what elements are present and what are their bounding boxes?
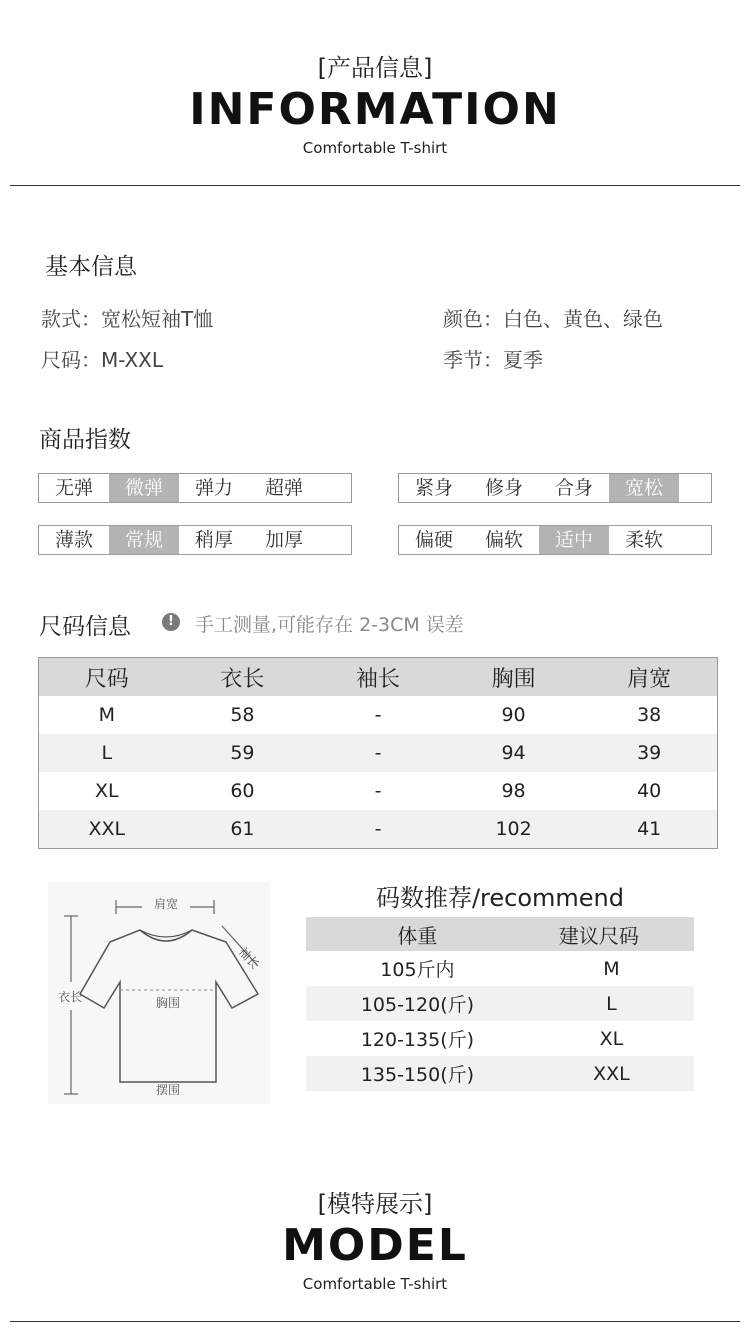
table-header-row (306, 917, 694, 951)
model-subtitle: [模特展示] (317, 1190, 433, 1218)
size-table (38, 657, 718, 849)
tshirt-diagram (48, 882, 270, 1104)
thickness-group (38, 525, 352, 555)
style-info: 款式：宽松短袖T恤 (41, 307, 214, 331)
column-header: 胸围 (446, 658, 582, 697)
table-cell: - (374, 704, 382, 726)
sleeve-label: 袖长 (235, 944, 263, 972)
column-header: 肩宽 (581, 658, 717, 697)
model-title: MODEL (282, 1220, 468, 1271)
divider (10, 185, 740, 186)
elasticity-group (38, 473, 352, 503)
table-cell: 59 (175, 734, 311, 772)
table-cell: 60 (230, 780, 255, 802)
table-header-row (39, 658, 718, 697)
table-cell: - (310, 810, 446, 849)
table-cell: 61 (175, 810, 311, 849)
table-cell: 38 (637, 704, 662, 726)
index-cell: 超弹 (264, 477, 303, 499)
table-row (39, 734, 718, 772)
index-cell: 稍厚 (194, 529, 233, 551)
fit-group (398, 473, 712, 503)
basic-info-title: 基本信息 (45, 254, 137, 280)
length-label: 衣长 (57, 990, 83, 1004)
column-header: 衣长 (175, 658, 311, 697)
size-range-info: 尺码：M-XXL (41, 348, 164, 372)
table-cell: L (39, 734, 175, 772)
info-subtitle: [产品信息] (317, 54, 433, 82)
table-cell: 102 (446, 810, 582, 849)
model-tagline: Comfortable T-shirt (302, 1275, 448, 1293)
index-cell: 合身 (554, 477, 593, 499)
table-cell: 105斤内 (380, 959, 455, 981)
table-cell: 39 (581, 734, 717, 772)
index-cell: 无弹 (54, 477, 93, 499)
table-row (39, 696, 718, 734)
color-info: 颜色：白色、黄色、绿色 (443, 307, 663, 331)
table-row (39, 772, 718, 810)
index-cell: 紧身 (414, 477, 453, 499)
table-row (39, 810, 718, 849)
table-cell: 120-135(斤) (360, 1029, 475, 1051)
shoulder-label: 肩宽 (153, 897, 179, 911)
table-row (306, 986, 694, 1021)
index-title: 商品指数 (39, 427, 131, 453)
index-cell: 宽松 (609, 474, 679, 502)
table-cell: 41 (581, 810, 717, 849)
info-icon: ! (162, 613, 180, 631)
table-cell: 90 (501, 704, 526, 726)
index-cell: 常规 (109, 526, 179, 554)
hem-label: 摆围 (155, 1083, 181, 1097)
table-cell: 98 (501, 780, 526, 802)
divider (10, 1321, 740, 1322)
recommend-title: 码数推荐/recommend (375, 884, 625, 912)
column-header: 袖长 (310, 658, 446, 697)
table-row (306, 1021, 694, 1056)
table-cell: 40 (637, 780, 662, 802)
index-cell: 柔软 (624, 529, 663, 551)
table-cell: - (374, 780, 382, 802)
measure-note: 手工测量,可能存在 2-3CM 误差 (195, 614, 464, 636)
table-cell: - (310, 734, 446, 772)
table-cell: 105-120(斤) (306, 986, 529, 1021)
index-cell: 薄款 (54, 529, 93, 551)
chest-label: 胸围 (155, 996, 181, 1010)
index-cell: 微弹 (109, 474, 179, 502)
index-cell: 加厚 (264, 529, 303, 551)
table-cell: M (603, 957, 620, 980)
table-cell: XXL (529, 1056, 694, 1091)
table-cell: 58 (230, 704, 255, 726)
recommend-table (306, 917, 694, 1091)
info-title: INFORMATION (189, 84, 561, 135)
table-cell: XL (95, 780, 119, 802)
index-cell: 适中 (539, 526, 609, 554)
column-header: 尺码 (39, 658, 175, 697)
column-header: 建议尺码 (529, 917, 694, 951)
info-tagline: Comfortable T-shirt (302, 139, 448, 157)
column-header: 体重 (306, 917, 529, 951)
index-cell: 偏软 (484, 529, 523, 551)
softness-group (398, 525, 712, 555)
table-cell: L (529, 986, 694, 1021)
season-info: 季节：夏季 (443, 348, 543, 372)
index-cell: 修身 (484, 477, 523, 499)
table-cell: 135-150(斤) (306, 1056, 529, 1091)
table-row (306, 951, 694, 986)
table-cell: XL (599, 1027, 624, 1050)
table-cell: M (98, 704, 116, 726)
table-cell: XXL (39, 810, 175, 849)
index-cell: 偏硬 (414, 529, 453, 551)
size-info-title: 尺码信息 (39, 614, 131, 640)
table-row (306, 1056, 694, 1091)
table-cell: 94 (446, 734, 582, 772)
index-cell: 弹力 (194, 477, 233, 499)
